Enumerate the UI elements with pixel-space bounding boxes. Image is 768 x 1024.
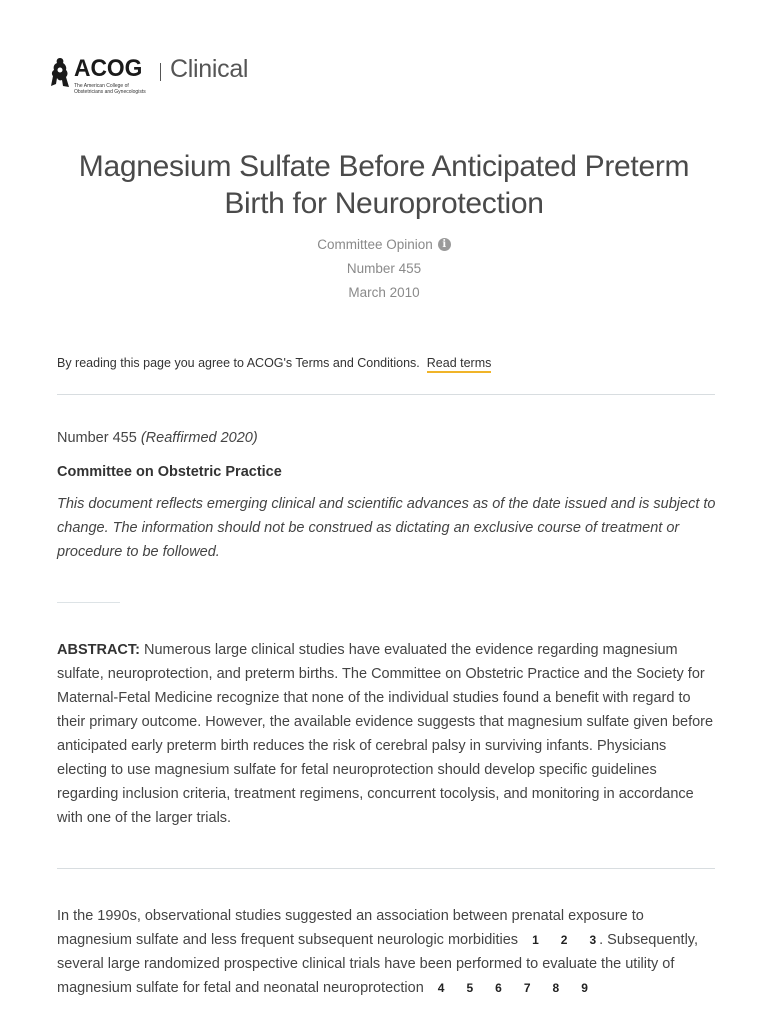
citation-link[interactable]: 3 <box>589 933 597 947</box>
citation-link[interactable]: 2 <box>560 933 568 947</box>
terms-notice <box>57 356 491 373</box>
divider <box>57 394 715 395</box>
terms-text: By reading this page you agree to ACOG's Terms and Conditions. <box>57 356 420 370</box>
document-date: March 2010 <box>348 285 420 300</box>
acog-clinical-logo[interactable] <box>48 56 248 95</box>
citation-link[interactable]: 9 <box>581 981 588 995</box>
intro-number: Number 455 <box>57 430 137 446</box>
document-type-label: Committee Opinion <box>317 237 433 252</box>
intro-reaffirmed: (Reaffirmed 2020) <box>140 430 258 446</box>
logo-section-clinical: Clinical <box>170 55 249 83</box>
read-terms-link[interactable]: Read terms <box>427 356 492 373</box>
disclaimer-text: This document reflects emerging clinical and scientific advances as of the date issued and is subject to change. The information should not be construed as dictating an exclusive course of treatment or procedure to be followed. <box>57 496 716 560</box>
abstract-label: ABSTRACT: <box>57 642 140 658</box>
logo-text <box>74 56 146 95</box>
committee-name: Committee on Obstetric Practice <box>57 464 282 480</box>
acog-emblem-icon <box>48 56 72 90</box>
logo-divider <box>160 63 161 81</box>
document-number-line <box>57 426 717 450</box>
logo-subtitle-line1: The American College of <box>74 83 129 89</box>
citation-link[interactable]: 5 <box>466 981 474 995</box>
citation-link[interactable]: 7 <box>523 981 531 995</box>
citation-link[interactable]: 4 <box>437 981 445 995</box>
logo-acog-wordmark: ACOG <box>74 55 143 82</box>
document-type <box>0 237 768 252</box>
citation-link[interactable]: 8 <box>552 981 560 995</box>
body-text-part1: In the 1990s, observational studies suggested an association between prenatal exposure to magnesium sulfate and less frequent subsequent neurologic morbidities <box>57 908 644 948</box>
page-title: Magnesium Sulfate Before Anticipated Preterm Birth for Neuroprotection <box>78 150 690 220</box>
logo-subtitle-line2: Obstetricians and Gynecologists <box>74 89 146 95</box>
citation-link[interactable]: 6 <box>495 981 502 995</box>
divider <box>57 868 715 869</box>
document-number: Number 455 <box>346 261 422 276</box>
body-text-part2: . Subsequently, several large randomized prospective clinical trials have been performed to evaluate the utility of magnesium sulfate for fetal and neonatal neuroprotection <box>57 932 699 996</box>
abstract-text: Numerous large clinical studies have evaluated the evidence regarding magnesium sulfate, neuroprotection, and preterm births. The Committee on Obstetric Practice and the Society for Maternal-Fetal Medicine recognize that none of the individual studies found a benefit with regard to their primary outcome. However, the available evidence suggests that magnesium sulfate given before anticipated early preterm birth reduces the risk of cerebral palsy in surviving infants. Physicians electing to use magnesium sulfate for fetal neuroprotection should develop specific guidelines regarding inclusion criteria, treatment regimens, concurrent tocolysis, and monitoring in accordance with one of the larger trials. <box>57 642 714 826</box>
abstract <box>57 638 717 830</box>
info-icon[interactable]: i <box>438 238 451 251</box>
body-paragraph <box>57 904 707 1000</box>
short-divider <box>57 602 120 603</box>
citation-link[interactable]: 1 <box>532 933 539 947</box>
